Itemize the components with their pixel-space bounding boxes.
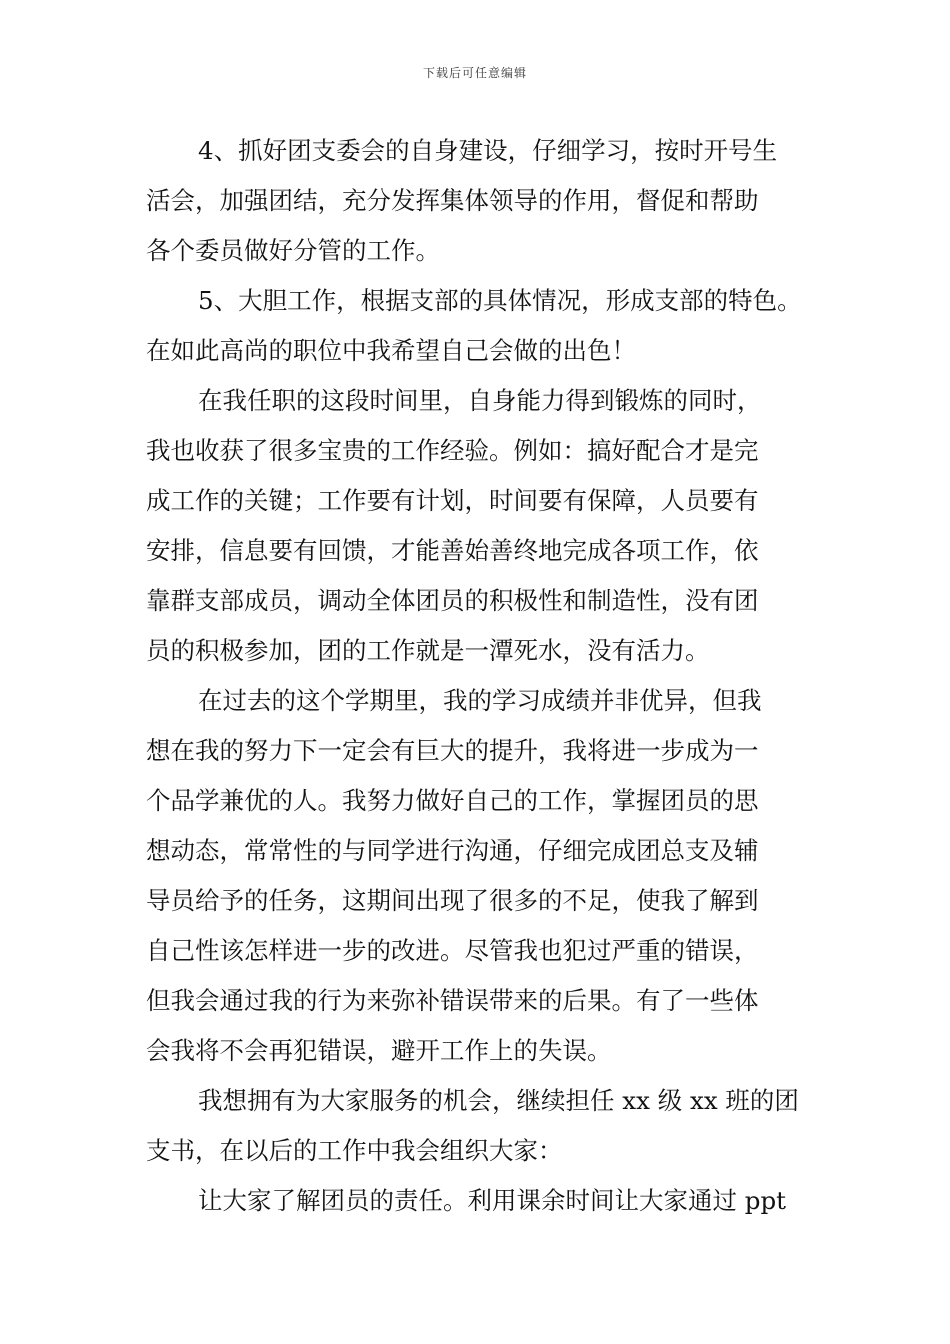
text-line: 成工作的关键；工作要有计划，时间要有保障，人员要有 — [146, 486, 759, 515]
text-line: 会我将不会再犯错误，避开工作上的失误。 — [146, 1036, 612, 1065]
text-line: 4、抓好团支委会的自身建设，仔细学习，按时开号生 — [198, 136, 778, 165]
text-line: 在我任职的这段时间里，自身能力得到锻炼的同时， — [198, 386, 762, 415]
text-line: 员的积极参加，团的工作就是一潭死水，没有活力。 — [146, 636, 710, 665]
text-line: 自己性该怎样进一步的改进。尽管我也犯过严重的错误， — [146, 936, 759, 965]
text-line: 让大家了解团员的责任。利用课余时间让大家通过 ppt — [198, 1186, 786, 1215]
text-line: 我想拥有为大家服务的机会，继续担任 xx 级 xx 班的团 — [198, 1086, 799, 1115]
text-line: 活会，加强团结，充分发挥集体领导的作用，督促和帮助 — [146, 186, 759, 215]
text-line: 导员给予的任务，这期间出现了很多的不足，使我了解到 — [146, 886, 759, 915]
text-line: 支书，在以后的工作中我会组织大家： — [146, 1136, 563, 1165]
text-line: 想动态，常常性的与同学进行沟通，仔细完成团总支及辅 — [146, 836, 759, 865]
page-header: 下载后可任意编辑 — [422, 66, 527, 80]
text-line: 我也收获了很多宝贵的工作经验。例如：搞好配合才是完 — [146, 436, 759, 465]
text-line: 5、大胆工作，根据支部的具体情况，形成支部的特色。 — [198, 286, 802, 315]
text-line: 安排，信息要有回馈，才能善始善终地完成各项工作，依 — [146, 536, 759, 565]
text-line: 靠群支部成员，调动全体团员的积极性和制造性，没有团 — [146, 586, 759, 615]
document-body — [146, 126, 811, 1226]
text-line: 在过去的这个学期里，我的学习成绩并非优异，但我 — [198, 686, 762, 715]
text-line: 各个委员做好分管的工作。 — [146, 236, 440, 265]
text-line: 个品学兼优的人。我努力做好自己的工作，掌握团员的思 — [146, 786, 759, 815]
text-line: 想在我的努力下一定会有巨大的提升，我将进一步成为一 — [146, 736, 759, 765]
text-line: 在如此高尚的职位中我希望自己会做的出色！ — [146, 336, 636, 365]
text-line: 但我会通过我的行为来弥补错误带来的后果。有了一些体 — [146, 986, 759, 1015]
